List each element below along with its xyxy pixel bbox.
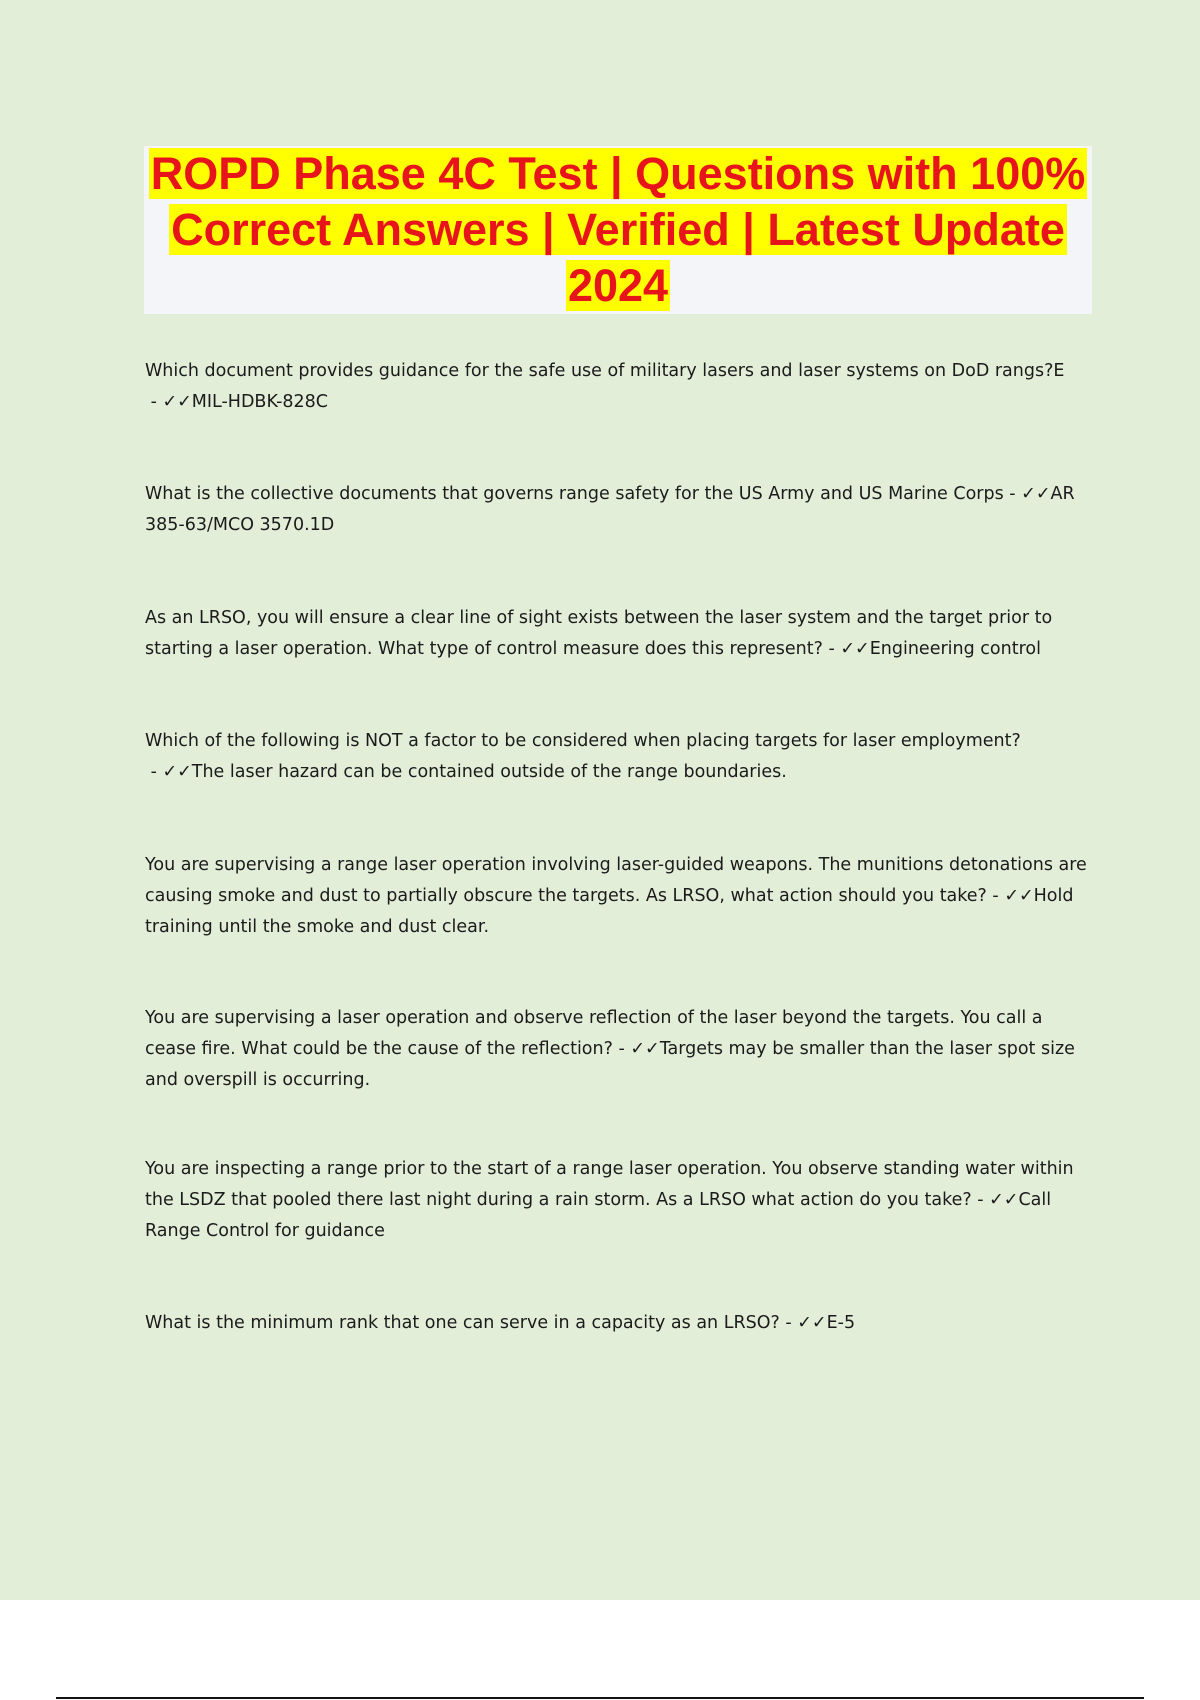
question-text: You are supervising a laser operation and observe reflection of the laser beyond the targets. You call a cease fire. What could be the cause of the reflection? xyxy=(145,1008,1043,1059)
question-text: Which document provides guidance for the safe use of military lasers and laser systems on DoD rangs?E xyxy=(145,361,1065,381)
question-text: Which of the following is NOT a factor to be considered when placing targets for laser employment? xyxy=(145,731,1021,751)
question-text: You are inspecting a range prior to the start of a range laser operation. You observe standing water within the LSDZ that pooled there last night during a rain storm. As a LRSO what action do you take? xyxy=(145,1159,1074,1210)
answer-text: Hold training until the smoke and dust clear. xyxy=(145,886,1074,937)
footer-divider xyxy=(56,1697,1144,1699)
checkmark-icon: ✓✓ xyxy=(1021,484,1051,504)
checkmark-icon: ✓✓ xyxy=(840,639,870,659)
document-title xyxy=(144,146,1092,314)
separator: - xyxy=(145,762,163,782)
separator: - xyxy=(971,1190,990,1210)
answer-text: The laser hazard can be contained outside of the range boundaries. xyxy=(191,762,787,782)
checkmark-icon: ✓✓ xyxy=(989,1190,1019,1210)
qa-item xyxy=(145,603,1095,665)
qa-item xyxy=(145,1154,1095,1247)
checkmark-icon: ✓✓ xyxy=(162,762,192,782)
checkmark-icon: ✓✓ xyxy=(162,392,192,412)
question-text: What is the collective documents that governs range safety for the US Army and US Marine Corps xyxy=(145,484,1004,504)
answer-text: Targets may be smaller than the laser spot size and overspill is occurring. xyxy=(145,1039,1075,1090)
qa-item xyxy=(145,479,1095,541)
qa-item xyxy=(145,1003,1095,1096)
checkmark-icon: ✓✓ xyxy=(630,1039,660,1059)
qa-item xyxy=(145,726,1095,788)
qa-item xyxy=(145,1308,855,1339)
answer-text: AR 385-63/MCO 3570.1D xyxy=(145,484,1075,535)
document-title-text: ROPD Phase 4C Test | Questions with 100% Correct Answers | Verified | Latest Update 2024 xyxy=(150,148,1086,311)
checkmark-icon: ✓✓ xyxy=(1004,886,1034,906)
checkmark-icon: ✓✓ xyxy=(797,1313,827,1333)
separator: - xyxy=(779,1313,798,1333)
answer-text: MIL-HDBK-828C xyxy=(191,392,329,412)
separator: - xyxy=(822,639,841,659)
separator: - xyxy=(145,392,163,412)
answer-text: Call Range Control for guidance xyxy=(145,1190,1052,1241)
title-banner xyxy=(144,146,1092,314)
question-text: As an LRSO, you will ensure a clear line of sight exists between the laser system and the target prior to starting a laser operation. What type of control measure does this represent? xyxy=(145,608,1053,659)
qa-item xyxy=(145,356,1095,418)
qa-item xyxy=(145,850,1095,943)
answer-text: E-5 xyxy=(826,1313,856,1333)
question-text: You are supervising a range laser operation involving laser-guided weapons. The munitions detonations are causing smoke and dust to partially obscure the targets. As LRSO, what action should you take? xyxy=(145,855,1087,906)
separator: - xyxy=(612,1039,631,1059)
separator: - xyxy=(986,886,1005,906)
answer-text: Engineering control xyxy=(869,639,1041,659)
question-text: What is the minimum rank that one can serve in a capacity as an LRSO? xyxy=(145,1313,780,1333)
separator: - xyxy=(1003,484,1022,504)
